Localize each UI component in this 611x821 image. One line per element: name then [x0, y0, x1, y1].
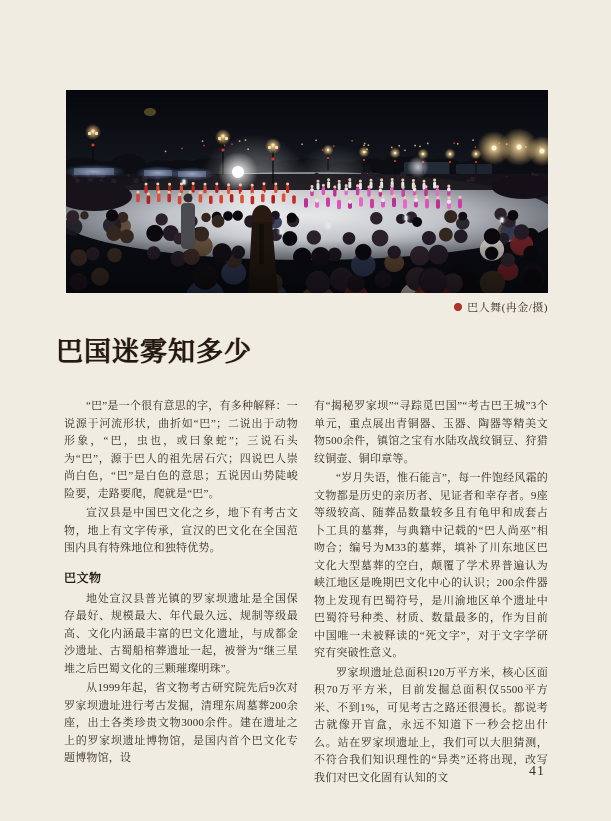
performance-photo: [66, 90, 548, 293]
paragraph: 有“揭秘罗家坝”“寻踪觅巴国”“考古巴王城”3个单元，重点展出青铜器、玉器、陶器等精美文物500余件，镇馆之宝有水陆攻战纹铜豆、狩猎纹铜壶、铜印章等。: [314, 400, 548, 465]
paragraph: 罗家坝遗址总面积120万平方米，核心区面积70万平方米，目前发掘总面积仅5500平方米、不到1%，可见考古之路还很漫长。都说考古就像开盲盒，永远不知道下一秒会挖出什么。站在罗家坝遗址上，我们可以大胆猜测，不符合我们知识理性的“异类”还将出现，改写我们对巴文化固有认知的文: [314, 666, 548, 784]
paragraph: 地处宣汉县普光镇的罗家坝遗址是全国保存最好、规模最大、年代最久远、规制等级最高、文化内涵最丰富的巴文化遗址，与成都金沙遗址、古蜀船棺葬遗址一起，被誉为“继三星堆之后巴蜀文化的三颗璀璨明珠”。: [64, 592, 298, 675]
paragraph: “巴”是一个很有意思的字，有多种解释：一说源于河流形状，曲折如“巴”；二说出于动物形象，“巴，虫也，或曰象蛇”；三说石头为“巴”，源于巴人的祖先居石穴；四说巴人崇尚白色，“巴”是白色的意思；五说因山势陡峻险要，走路要爬，爬就是“巴”。: [64, 400, 298, 500]
right-column: [314, 398, 548, 789]
left-column: [64, 398, 298, 789]
article-title: 巴国迷雾知多少: [56, 337, 252, 367]
photo-caption: [454, 299, 548, 315]
article-body: [64, 398, 548, 789]
photo-caption-text: 巴人舞(冉金/摄): [467, 302, 548, 314]
paragraph: “岁月失语，惟石能言”，每一件饱经风霜的文物都是历史的亲历者、见证者和幸存者。9座等级较高、随葬品数量较多且有龟甲和成套占卜工具的墓葬，与典籍中记载的“巴人尚巫”相吻合；编号为M33的墓葬，填补了川东地区巴文化大型墓葬的空白，颠覆了学术界普遍认为峡江地区是晚期巴文化中心的认识；200余件器物上发现有巴蜀符号，是川渝地区单个遗址中巴蜀符号种类、材质、数量最多的，作为目前中国唯一未被释读的“死文字”，对于文字学研究有突破性意义。: [314, 472, 548, 659]
paragraph: 宣汉县是中国巴文化之乡，地下有考古文物，地上有文字传承，宣汉的巴文化在全国范围内具有特殊地位和独特优势。: [64, 507, 298, 554]
page-number: 41: [529, 764, 545, 779]
night-dance-performance-image: [66, 90, 548, 293]
caption-bullet-icon: [454, 303, 462, 311]
paragraph: 从1999年起，省文物考古研究院先后9次对罗家坝遗址进行考古发掘，清理东周墓葬200余座，出土各类珍贵文物3000余件。建在遗址之上的罗家坝遗址博物馆，是国内首个巴文化专题博物馆，设: [64, 682, 298, 764]
section-heading: 巴文物: [64, 570, 102, 585]
